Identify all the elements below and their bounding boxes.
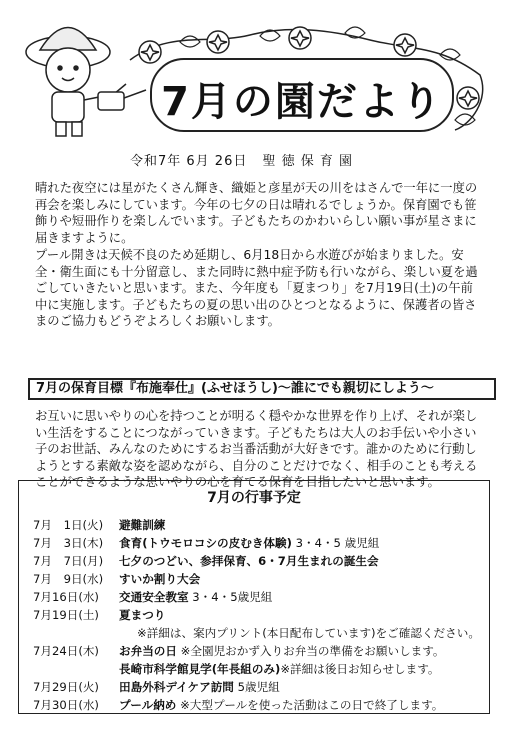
event-date: 7月29日(火) bbox=[33, 680, 99, 694]
event-note: ※詳細は、案内プリント(本日配布しています)をご確認ください。 bbox=[137, 626, 480, 640]
event-date: 7月 3日(木) bbox=[33, 536, 104, 550]
event-name: 避難訓練 bbox=[119, 518, 166, 532]
schedule-row bbox=[33, 589, 483, 605]
event-note: ※全園児おかず入りお弁当の準備をお願いします。 bbox=[180, 644, 445, 658]
event-name: プール納め bbox=[119, 698, 177, 712]
schedule-row bbox=[33, 607, 483, 623]
pool-paragraph: プール開きは天候不良のため延期し、6月18日から水遊びが始まりました。安全・衛生面にも十分留意し、また同時に熱中症予防も行いながら、楽しい夏を過ごしていきたいと思います。また、今年度も「夏まつり」を7月19日(土)の午前中に実施します。子どもたちの夏の思い出のひとつとなるように、保護者の皆さまのご協力もどうぞよろしくお願いします。 bbox=[35, 248, 478, 329]
title-frame bbox=[150, 58, 454, 132]
org-name: 聖 徳 保 育 園 bbox=[262, 154, 354, 169]
event-name: 田島外科デイケア訪問 bbox=[119, 680, 234, 694]
event-name: 夏まつり bbox=[119, 608, 166, 622]
schedule-title: 7月の行事予定 bbox=[207, 490, 301, 506]
issue-date: 令和7年 6月 26日 bbox=[130, 154, 248, 169]
event-date: 7月 7日(月) bbox=[33, 554, 104, 568]
event-date: 7月30日(水) bbox=[33, 698, 99, 712]
schedule-row bbox=[33, 517, 483, 533]
event-note: 3・4・5 歳児組 bbox=[295, 536, 380, 550]
schedule-box bbox=[18, 480, 490, 714]
event-date: 7月24日(木) bbox=[33, 644, 99, 658]
newsletter-title: 7月の園だより bbox=[161, 79, 443, 125]
schedule-row bbox=[33, 553, 483, 569]
schedule-row bbox=[33, 535, 483, 551]
event-date: 7月19日(土) bbox=[33, 608, 99, 622]
event-name: 交通安全教室 bbox=[119, 590, 189, 604]
event-date: 7月16日(水) bbox=[33, 590, 99, 604]
event-name: すいか割り大会 bbox=[119, 572, 201, 586]
event-name: 食育(トウモロコシの皮むき体験) bbox=[119, 536, 292, 550]
child-watering-icon bbox=[26, 28, 146, 137]
event-date: 7月 9日(水) bbox=[33, 572, 104, 586]
goal-paragraph: お互いに思いやりの心を持つことが明るく穏やかな世界を作り上げ、それが楽しい生活をすることにつながっていきます。子どもたちは大人のお手伝いや小さい子のお世話、みんなのためにするお当番活動が大好きです。誰かのために行動しようとする素敵な姿を認めながら、自分のことだけでなく、相手のことも考えることができるような思いやりの心を育てる保育を目指したいと思います。 bbox=[35, 409, 478, 490]
schedule-row bbox=[33, 679, 483, 695]
event-note: ※詳細は後日お知らせします。 bbox=[280, 662, 440, 676]
header bbox=[0, 0, 510, 145]
schedule-row bbox=[33, 697, 483, 713]
event-name: 七夕のつどい、参拝保育、6・7月生まれの誕生会 bbox=[119, 554, 379, 568]
intro-paragraph: 晴れた夜空には星がたくさん輝き、織姫と彦星が天の川をはさんで一年に一度の再会を楽しみにしています。今年の七夕の日は晴れるでしょうか。保育園でも笹飾りや短冊作りを楽しんでいます。子どもたちのかわいらしい願い事が星さまに届きますように。 bbox=[35, 181, 478, 245]
event-note: 3・4・5歳児組 bbox=[192, 590, 273, 604]
event-name: お弁当の日 bbox=[119, 644, 177, 658]
event-date: 7月 1日(火) bbox=[33, 518, 104, 532]
event-name: 長崎市科学館見学(年長組のみ) bbox=[119, 662, 281, 676]
monthly-goal-heading: 7月の保育目標『布施奉仕』(ふせほうし)～誰にでも親切にしよう～ bbox=[28, 378, 496, 400]
schedule-row bbox=[33, 571, 483, 587]
schedule-row bbox=[33, 643, 483, 659]
event-note: 5歳児組 bbox=[237, 680, 280, 694]
date-line bbox=[130, 150, 363, 169]
event-note: ※大型プールを使った活動はこの日で終了します。 bbox=[180, 698, 444, 712]
schedule-row bbox=[119, 661, 510, 677]
